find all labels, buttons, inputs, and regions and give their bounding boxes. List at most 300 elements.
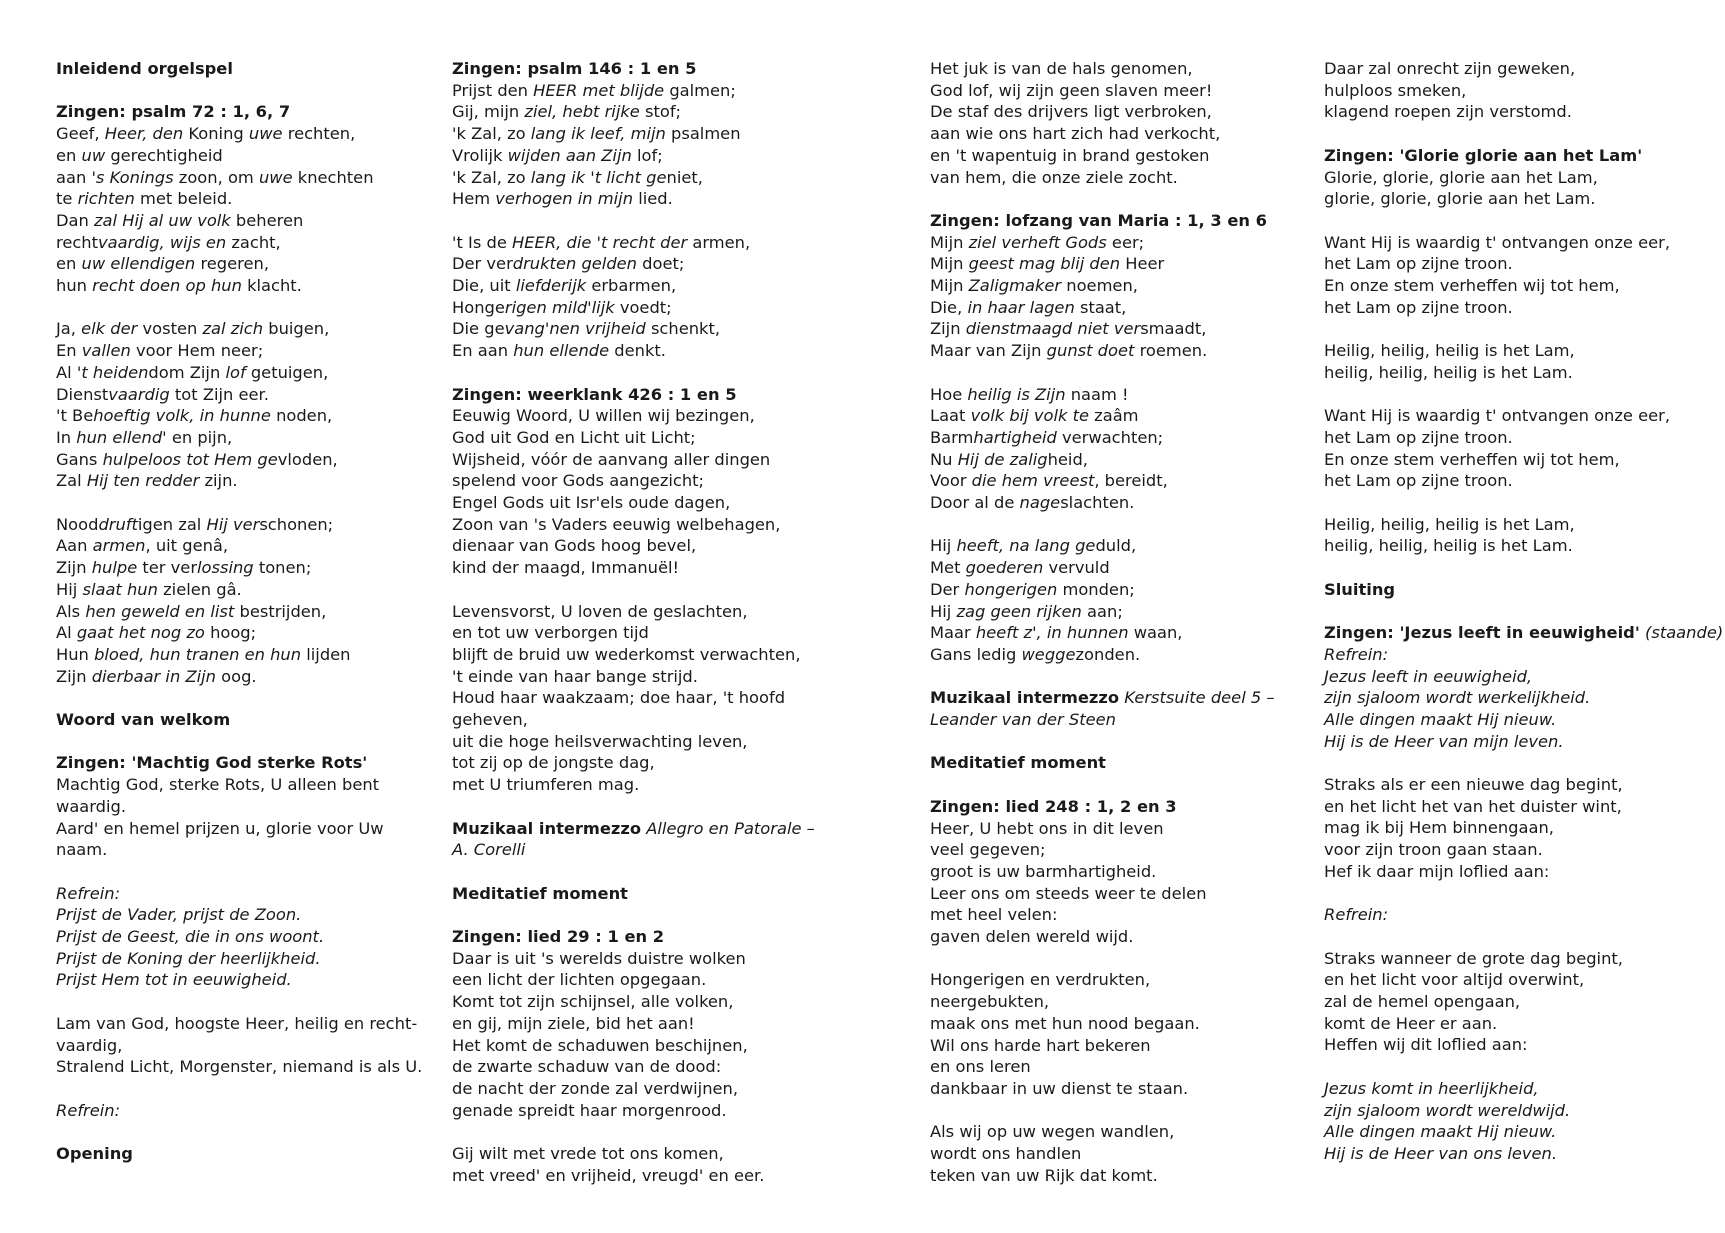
lyric-line bbox=[1324, 969, 1719, 991]
text-segment: tot zij op de jongste dag, bbox=[452, 753, 655, 773]
text-segment: Hij bbox=[56, 579, 83, 599]
lyric-line bbox=[56, 405, 426, 427]
text-segment: met vreed' en vrijheid, vreugd' en eer. bbox=[452, 1165, 765, 1185]
text-segment: Dan bbox=[56, 210, 95, 230]
lyric-line bbox=[452, 145, 852, 167]
inline-heading: Zingen: 'Jezus leeft in eeuwigheid' bbox=[1324, 623, 1640, 643]
section-heading: Zingen: weerklank 426 : 1 en 5 bbox=[452, 384, 737, 404]
lyric-line bbox=[56, 188, 426, 210]
text-block bbox=[56, 709, 426, 731]
lyric-line bbox=[56, 579, 426, 601]
italic-text: Refrein: bbox=[1324, 644, 1389, 664]
column-2 bbox=[452, 58, 852, 1208]
text-segment: Ja, bbox=[56, 319, 82, 339]
text-segment: zoon, om bbox=[173, 167, 259, 187]
text-segment: 't einde van haar bange strijd. bbox=[452, 666, 698, 686]
text-segment: ter ver bbox=[137, 558, 198, 578]
text-segment: In bbox=[56, 427, 77, 447]
text-segment: en bbox=[56, 145, 82, 165]
lyric-line bbox=[56, 883, 426, 905]
text-segment: voedt; bbox=[614, 297, 672, 317]
text-segment: Komt tot zijn schijnsel, alle volken, bbox=[452, 992, 734, 1012]
lyric-line bbox=[1324, 405, 1719, 427]
lyric-line bbox=[452, 514, 852, 536]
text-segment: Dienst bbox=[56, 384, 109, 404]
text-segment: tot Zijn eer. bbox=[169, 384, 269, 404]
text-segment: Zoon van 's Vaders eeuwig welbehagen, bbox=[452, 514, 781, 534]
lyric-line bbox=[56, 1013, 426, 1035]
text-segment: Engel Gods uit Isr'els oude dagen, bbox=[452, 493, 731, 513]
lyric-line bbox=[1324, 1143, 1719, 1165]
italic-text: heeft, na lang ge bbox=[956, 536, 1096, 556]
lyric-line bbox=[56, 232, 426, 254]
text-segment: en 't wapentuig in brand gestoken bbox=[930, 145, 1210, 165]
text-segment: Zijn bbox=[56, 666, 92, 686]
text-segment: Hij bbox=[930, 601, 957, 621]
text-segment: en ons leren bbox=[930, 1057, 1031, 1077]
text-block bbox=[56, 1143, 426, 1165]
lyric-line bbox=[56, 622, 426, 644]
lyric-line bbox=[452, 1056, 852, 1078]
text-segment: Heer bbox=[1120, 254, 1165, 274]
text-segment: uit die hoge heilsverwachting leven, bbox=[452, 731, 748, 751]
text-segment: Der bbox=[930, 579, 965, 599]
text-segment: 'k Zal, zo bbox=[452, 124, 531, 144]
text-block bbox=[56, 1100, 426, 1122]
text-segment: Hun bbox=[56, 644, 95, 664]
lyric-line bbox=[930, 557, 1300, 579]
text-segment: Koning bbox=[183, 124, 249, 144]
lyric-line bbox=[452, 969, 852, 991]
lyric-line bbox=[452, 188, 852, 210]
text-segment: zacht, bbox=[226, 232, 281, 252]
text-segment: eer; bbox=[1106, 232, 1145, 252]
text-segment: dom Zijn bbox=[148, 362, 226, 382]
italic-text: armen bbox=[92, 536, 146, 556]
italic-text: Alle dingen maakt Hij nieuw. bbox=[1324, 1122, 1557, 1142]
text-block bbox=[452, 818, 852, 861]
text-block bbox=[56, 883, 426, 992]
lyric-line bbox=[452, 340, 852, 362]
lyric-line bbox=[56, 253, 426, 275]
italic-text: Hij ver bbox=[206, 514, 260, 534]
text-segment: Gij, mijn bbox=[452, 102, 525, 122]
text-segment: Want Hij is waardig t' ontvangen onze eer, bbox=[1324, 406, 1670, 426]
text-segment: Zijn bbox=[56, 558, 92, 578]
lyric-line bbox=[56, 362, 426, 384]
lyric-line bbox=[930, 579, 1300, 601]
text-segment: Die ge bbox=[452, 319, 505, 339]
text-segment: Hem bbox=[452, 189, 496, 209]
lyric-line bbox=[452, 232, 852, 254]
italic-text: elk der bbox=[81, 319, 138, 339]
text-segment: De staf des drijvers ligt verbroken, bbox=[930, 102, 1212, 122]
text-segment: oog. bbox=[215, 666, 257, 686]
text-segment: het Lam op zijne troon. bbox=[1324, 254, 1513, 274]
text-segment: zijn. bbox=[199, 471, 238, 491]
lyric-line bbox=[930, 926, 1300, 948]
text-segment: Levensvorst, U loven de geslachten, bbox=[452, 601, 748, 621]
text-segment: Der ver bbox=[452, 254, 513, 274]
lyric-line bbox=[56, 1056, 426, 1078]
italic-text: rigen mild'lijk bbox=[504, 297, 615, 317]
text-block bbox=[930, 969, 1300, 1099]
text-block bbox=[452, 601, 852, 796]
lyric-line bbox=[452, 1078, 852, 1100]
lyric-line bbox=[1324, 861, 1719, 883]
lyric-line bbox=[930, 904, 1300, 926]
text-segment: denkt. bbox=[609, 341, 666, 361]
italic-text: Zaligmaker bbox=[968, 276, 1062, 296]
text-segment: Straks als er een nieuwe dag begint, bbox=[1324, 775, 1623, 795]
italic-text: hun ellende bbox=[513, 341, 610, 361]
text-segment: En aan bbox=[452, 341, 514, 361]
text-segment: en pijn, bbox=[166, 427, 233, 447]
italic-text: gaat het nog zo bbox=[76, 623, 205, 643]
text-segment: Eeuwig Woord, U willen wij bezingen, bbox=[452, 406, 755, 426]
text-segment: aan wie ons hart zich had verkocht, bbox=[930, 124, 1221, 144]
lyric-line bbox=[1324, 1100, 1719, 1122]
lyric-line bbox=[930, 1056, 1300, 1078]
text-segment: spelend voor Gods aangezicht; bbox=[452, 471, 705, 491]
italic-text: HEER, die 't recht der bbox=[512, 232, 688, 252]
lyric-line bbox=[452, 535, 852, 557]
italic-text: uw bbox=[81, 145, 106, 165]
text-segment: schonen; bbox=[259, 514, 334, 534]
text-segment: naam. bbox=[56, 840, 108, 860]
text-segment: de nacht der zonde zal verdwijnen, bbox=[452, 1078, 739, 1098]
italic-text: Alle dingen maakt Hij nieuw. bbox=[1324, 709, 1557, 729]
lyric-line bbox=[452, 492, 852, 514]
text-segment: gerechtigheid bbox=[105, 145, 223, 165]
text-block bbox=[56, 58, 426, 80]
italic-text: Refrein: bbox=[56, 1100, 121, 1120]
lyric-line bbox=[56, 601, 426, 623]
text-segment: blijft de bruid uw wederkomst verwachten, bbox=[452, 644, 801, 664]
italic-text: zijn sjaloom wordt wereldwijd. bbox=[1324, 1100, 1571, 1120]
column-3 bbox=[930, 58, 1300, 1208]
section-heading: Sluiting bbox=[1324, 579, 1396, 599]
text-segment: Mijn bbox=[930, 276, 969, 296]
text-segment: mag ik bij Hem binnengaan, bbox=[1324, 818, 1554, 838]
italic-text: A. Corelli bbox=[452, 840, 526, 860]
italic-text: Allegro en Patorale – bbox=[641, 818, 815, 838]
text-segment: Barm bbox=[930, 427, 974, 447]
text-segment: Al bbox=[56, 623, 77, 643]
italic-text: lang ik 't licht ge bbox=[530, 167, 667, 187]
lyric-line bbox=[1324, 80, 1719, 102]
lyric-line bbox=[1324, 535, 1719, 557]
text-segment: Nood bbox=[56, 514, 99, 534]
lyric-line bbox=[452, 449, 852, 471]
italic-text: 't heiden bbox=[76, 362, 149, 382]
italic-text: wijden aan Zijn bbox=[507, 145, 632, 165]
text-segment: Hoe bbox=[930, 384, 968, 404]
italic-text: verhogen in mijn bbox=[495, 189, 634, 209]
lyric-line bbox=[930, 167, 1300, 189]
text-segment: heilig, heilig, heilig is het Lam. bbox=[1324, 536, 1573, 556]
lyric-line bbox=[452, 1035, 852, 1057]
lyric-line bbox=[930, 622, 1300, 644]
lyric-line bbox=[1324, 449, 1719, 471]
text-segment: klagend roepen zijn verstomd. bbox=[1324, 102, 1572, 122]
section-heading: Zingen: psalm 72 : 1, 6, 7 bbox=[56, 102, 291, 122]
text-segment: met heel velen: bbox=[930, 905, 1058, 925]
lyric-line bbox=[56, 1100, 426, 1122]
text-segment: groot is uw barmhartigheid. bbox=[930, 861, 1157, 881]
lyric-line bbox=[930, 275, 1300, 297]
text-segment: , uit genâ, bbox=[145, 536, 229, 556]
text-segment: vosten bbox=[137, 319, 203, 339]
italic-text: Prijst de Geest, die in ons woont. bbox=[56, 927, 325, 947]
inline-heading: Muzikaal intermezzo bbox=[452, 818, 642, 838]
text-segment: Gij wilt met vrede tot ons komen, bbox=[452, 1144, 724, 1164]
lyric-line bbox=[56, 796, 426, 818]
lyric-line bbox=[56, 969, 426, 991]
lyric-line bbox=[930, 405, 1300, 427]
text-segment: Het komt de schaduwen beschijnen, bbox=[452, 1035, 748, 1055]
section-heading: Zingen: lofzang van Maria : 1, 3 en 6 bbox=[930, 210, 1267, 230]
lyric-line bbox=[1324, 839, 1719, 861]
text-segment: God uit God en Licht uit Licht; bbox=[452, 427, 696, 447]
lyric-line bbox=[56, 644, 426, 666]
lyric-line bbox=[452, 318, 852, 340]
italic-text: uwe bbox=[258, 167, 293, 187]
italic-text: 's Konings bbox=[91, 167, 174, 187]
text-segment: doet; bbox=[637, 254, 685, 274]
text-segment: geheven, bbox=[452, 710, 528, 730]
lyric-line bbox=[56, 384, 426, 406]
lyric-line bbox=[1324, 470, 1719, 492]
text-segment: van hem, die onze ziele zocht. bbox=[930, 167, 1178, 187]
text-block bbox=[930, 752, 1300, 774]
italic-text: gunst doet bbox=[1046, 341, 1135, 361]
section-heading: Zingen: psalm 146 : 1 en 5 bbox=[452, 59, 697, 78]
text-segment: Gans ledig bbox=[930, 644, 1022, 664]
lyric-line bbox=[452, 253, 852, 275]
text-block bbox=[452, 926, 852, 1121]
lyric-line bbox=[452, 405, 852, 427]
text-segment: Leer ons om steeds weer te delen bbox=[930, 883, 1207, 903]
italic-text: geest mag blij den bbox=[968, 254, 1121, 274]
lyric-line bbox=[452, 167, 852, 189]
lyric-line bbox=[452, 991, 852, 1013]
text-segment: en bbox=[56, 254, 82, 274]
text-segment: zaâm bbox=[1089, 406, 1139, 426]
text-segment: vloden, bbox=[277, 449, 338, 469]
lyric-line bbox=[452, 818, 852, 840]
italic-text: vaardig, wijs en bbox=[98, 232, 227, 252]
text-block bbox=[1324, 58, 1719, 123]
lyric-line bbox=[56, 926, 426, 948]
lyric-line bbox=[452, 622, 852, 644]
italic-text: zijn sjaloom wordt werkelijkheid. bbox=[1324, 688, 1591, 708]
text-segment: met beleid. bbox=[134, 189, 233, 209]
text-block bbox=[930, 384, 1300, 514]
lyric-line bbox=[1324, 731, 1719, 753]
italic-text: hen geweld en list bbox=[85, 601, 235, 621]
italic-text: Hij de zalig bbox=[957, 449, 1048, 469]
text-segment: zielen gâ. bbox=[157, 579, 242, 599]
section-heading: Opening bbox=[56, 1144, 133, 1164]
lyric-line bbox=[1324, 275, 1719, 297]
text-segment: en het licht het van het duister wint, bbox=[1324, 796, 1622, 816]
text-segment: Vrolijk bbox=[452, 145, 508, 165]
text-block bbox=[930, 210, 1300, 362]
lyric-line bbox=[1324, 817, 1719, 839]
lyric-line bbox=[930, 384, 1300, 406]
section-heading: Inleidend orgelspel bbox=[56, 59, 233, 78]
text-segment: genade spreidt haar morgenrood. bbox=[452, 1100, 727, 1120]
text-segment: en het licht voor altijd overwint, bbox=[1324, 970, 1585, 990]
text-segment: Geef, bbox=[56, 124, 105, 144]
italic-text: liefderijk bbox=[515, 276, 587, 296]
lyric-line bbox=[56, 839, 426, 861]
text-segment: Die, bbox=[930, 297, 968, 317]
text-block bbox=[1324, 1078, 1719, 1165]
text-segment: Straks wanneer de grote dag begint, bbox=[1324, 948, 1623, 968]
lyric-line bbox=[452, 101, 852, 123]
lyric-line bbox=[56, 145, 426, 167]
text-segment: vervuld bbox=[1043, 558, 1110, 578]
text-segment: Zijn bbox=[930, 319, 966, 339]
text-segment: 'k Zal, zo bbox=[452, 167, 531, 187]
italic-text: drukten gelden bbox=[512, 254, 637, 274]
text-segment: En onze stem verheffen wij tot hem, bbox=[1324, 276, 1620, 295]
lyric-line bbox=[56, 275, 426, 297]
italic-text: vang'nen vrijheid bbox=[504, 319, 646, 339]
lyric-line bbox=[930, 1121, 1300, 1143]
lyric-line bbox=[1324, 796, 1719, 818]
text-segment: Maar van Zijn bbox=[930, 341, 1047, 361]
italic-text: uwe bbox=[248, 124, 283, 144]
text-segment: Stralend Licht, Morgenster, niemand is als U. bbox=[56, 1057, 423, 1077]
text-segment: Door al de bbox=[930, 493, 1020, 513]
text-segment: Mijn bbox=[930, 232, 969, 252]
text-segment: Machtig God, sterke Rots, U alleen bent bbox=[56, 775, 380, 795]
lyric-line bbox=[1324, 1013, 1719, 1035]
lyric-line bbox=[930, 318, 1300, 340]
lyric-line bbox=[930, 253, 1300, 275]
text-segment: een licht der lichten opgegaan. bbox=[452, 970, 707, 990]
lyric-line bbox=[56, 167, 426, 189]
text-block bbox=[452, 384, 852, 579]
lyric-line bbox=[930, 991, 1300, 1013]
text-segment: recht bbox=[56, 232, 99, 252]
text-block bbox=[930, 687, 1300, 730]
italic-text: heilig is Zijn bbox=[967, 384, 1066, 404]
text-segment: hoog; bbox=[204, 623, 257, 643]
lyric-line bbox=[452, 1165, 852, 1187]
lyric-line bbox=[930, 58, 1300, 80]
lyric-line bbox=[452, 470, 852, 492]
lyric-line bbox=[930, 883, 1300, 905]
lyric-line bbox=[452, 752, 852, 774]
text-segment: armen, bbox=[687, 232, 751, 252]
text-segment: Nu bbox=[930, 449, 958, 469]
text-block bbox=[930, 796, 1300, 948]
text-segment: Het juk is van de hals genomen, bbox=[930, 59, 1193, 78]
lyric-line bbox=[1324, 774, 1719, 796]
lyric-line bbox=[1324, 991, 1719, 1013]
italic-text: die hem vreest bbox=[971, 471, 1095, 491]
text-segment: noemen, bbox=[1061, 276, 1138, 296]
text-segment: heid, bbox=[1047, 449, 1088, 469]
column-4 bbox=[1324, 58, 1724, 1186]
italic-text: Refrein: bbox=[1324, 905, 1389, 925]
text-segment: buigen, bbox=[263, 319, 330, 339]
text-segment: En bbox=[56, 341, 82, 361]
text-block bbox=[1324, 622, 1724, 752]
italic-text: Jezus komt in heerlijkheid, bbox=[1324, 1078, 1539, 1098]
lyric-line bbox=[452, 731, 852, 753]
text-block bbox=[1324, 579, 1719, 601]
lyric-line bbox=[930, 644, 1300, 666]
text-block bbox=[452, 232, 852, 362]
italic-text: lof bbox=[225, 362, 246, 382]
text-segment: erbarmen, bbox=[586, 276, 677, 296]
text-segment: Prijst den bbox=[452, 80, 534, 100]
text-segment: Heffen wij dit loflied aan: bbox=[1324, 1035, 1528, 1055]
lyric-line bbox=[1324, 644, 1719, 666]
lyric-line bbox=[452, 774, 852, 796]
lyric-line bbox=[1324, 904, 1719, 926]
text-block bbox=[56, 318, 426, 492]
text-segment: bestrijden, bbox=[234, 601, 327, 621]
italic-text: hoeftig volk, in hunne bbox=[93, 406, 271, 426]
lyric-line bbox=[930, 969, 1300, 991]
text-segment: maak ons met hun nood begaan. bbox=[930, 1013, 1200, 1033]
text-segment: lijden bbox=[301, 644, 351, 664]
text-segment: monden; bbox=[1057, 579, 1135, 599]
text-segment: en gij, mijn ziele, bid het aan! bbox=[452, 1013, 695, 1033]
text-segment: de zwarte schaduw van de dood: bbox=[452, 1057, 722, 1077]
text-segment: waardig. bbox=[56, 796, 127, 816]
text-segment: waan, bbox=[1128, 623, 1183, 643]
lyric-line bbox=[452, 948, 852, 970]
section-heading: Woord van welkom bbox=[56, 710, 231, 730]
text-segment: Gans bbox=[56, 449, 103, 469]
text-segment: regeren, bbox=[195, 254, 269, 274]
lyric-line bbox=[56, 1035, 426, 1057]
section-heading: Zingen: 'Glorie glorie aan het Lam' bbox=[1324, 145, 1643, 165]
text-segment: smaadt, bbox=[1140, 319, 1207, 339]
lyric-line bbox=[930, 80, 1300, 102]
italic-text: Hij ten redder bbox=[86, 471, 200, 491]
text-segment: het Lam op zijne troon. bbox=[1324, 427, 1513, 447]
text-segment: tonen; bbox=[253, 558, 312, 578]
text-segment: Heilig, heilig, heilig is het Lam, bbox=[1324, 514, 1575, 534]
text-segment: beheren bbox=[230, 210, 304, 230]
lyric-line bbox=[56, 514, 426, 536]
lyric-line bbox=[930, 709, 1300, 731]
italic-text: Refrein: bbox=[56, 883, 121, 903]
lyric-line bbox=[1324, 297, 1719, 319]
lyric-line bbox=[452, 80, 852, 102]
lyric-line bbox=[56, 666, 426, 688]
text-segment: klacht. bbox=[241, 276, 302, 296]
lyric-line bbox=[1324, 101, 1719, 123]
text-segment: igen zal bbox=[137, 514, 207, 534]
italic-text: hulpeloos tot Hem ge bbox=[102, 449, 278, 469]
lyric-line bbox=[452, 1013, 852, 1035]
italic-text: Leander van der Steen bbox=[930, 710, 1117, 730]
text-segment: Voor bbox=[930, 471, 972, 491]
lyric-line bbox=[452, 687, 852, 709]
lyric-line bbox=[56, 904, 426, 926]
lyric-line bbox=[930, 687, 1300, 709]
text-segment: Heilig, heilig, heilig is het Lam, bbox=[1324, 341, 1575, 361]
